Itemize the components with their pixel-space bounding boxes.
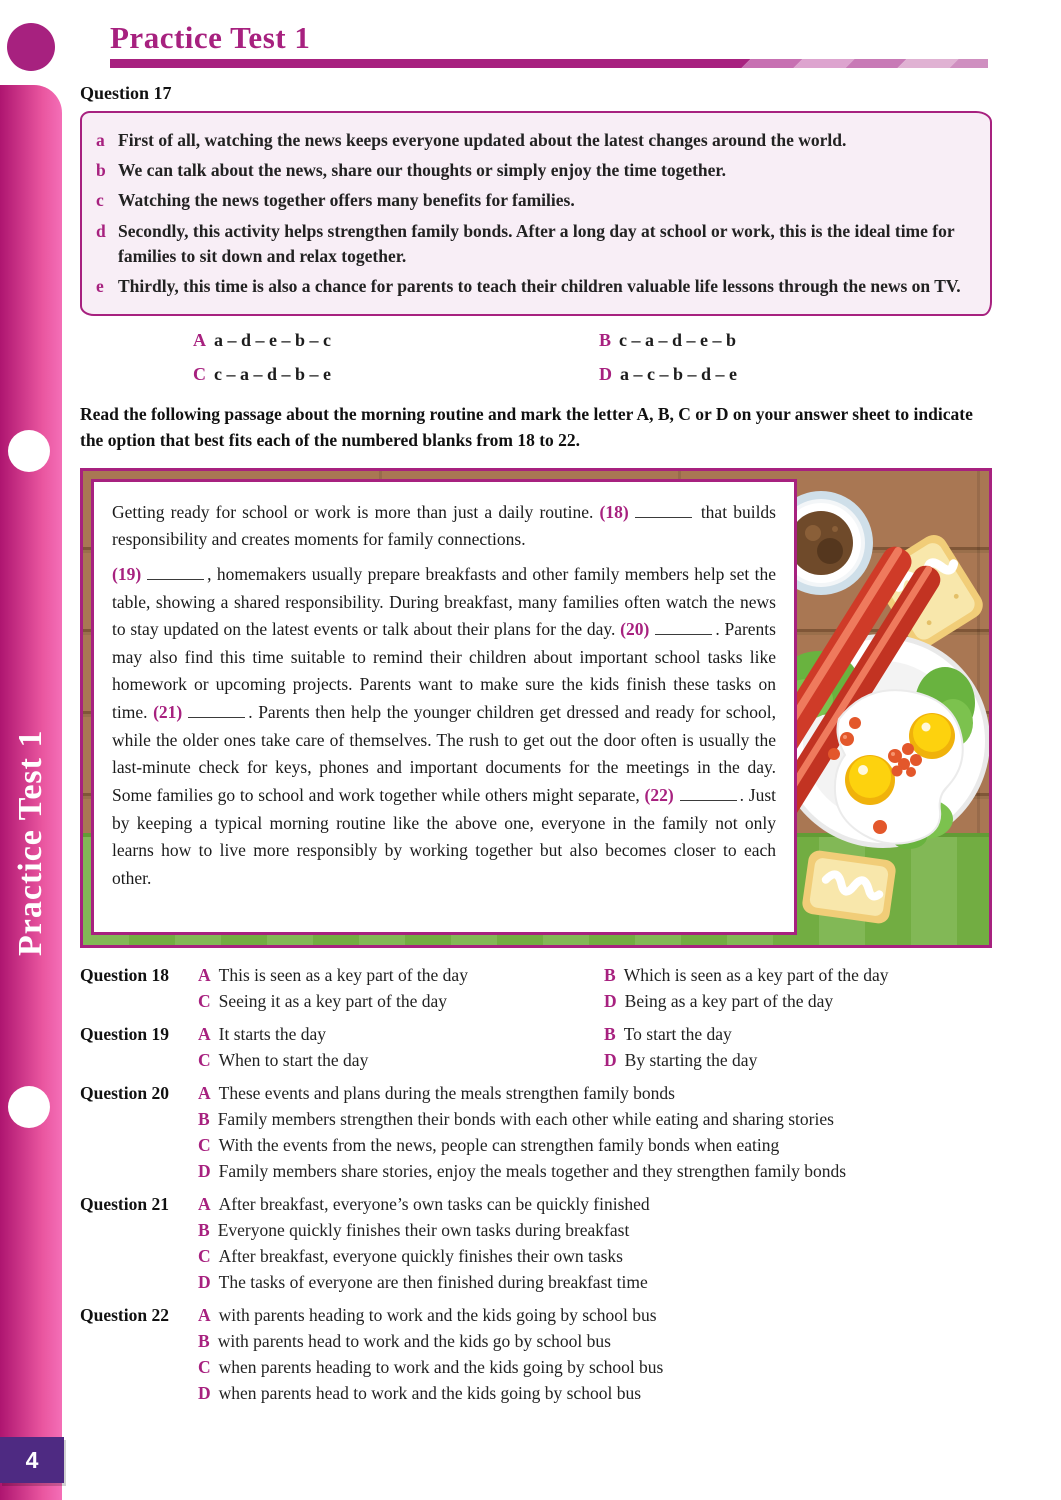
statement-row — [96, 158, 972, 183]
toast-icon — [801, 849, 897, 925]
option-letter: A — [198, 1082, 211, 1103]
passage-paragraph: Getting ready for school or work is more than just a daily routine. (18) that builds responsibility and creates moments for family connections. — [112, 501, 776, 550]
option-letter: C — [193, 364, 206, 385]
option-letter: B — [198, 1330, 210, 1351]
answer-option — [198, 1106, 992, 1132]
blank-line — [635, 504, 692, 518]
option-letter: A — [198, 1193, 211, 1214]
answer-option — [198, 1132, 992, 1158]
option-letter: B — [604, 1023, 616, 1044]
statement-letter: a — [96, 130, 105, 150]
option-text: After breakfast, everyone’s own tasks can be quickly finished — [218, 1193, 650, 1214]
main-content — [80, 0, 992, 1413]
breakfast-illustration — [777, 471, 989, 945]
statement-text: Secondly, this activity helps strengthen family bonds. After a long day at school or work, this is the ideal time for families to sit down and relax together. — [118, 220, 955, 266]
option-text: with parents head to work and the kids go by school bus — [217, 1330, 611, 1351]
option-letter: D — [198, 1382, 211, 1403]
option-text: By starting the day — [624, 1049, 758, 1070]
passage-text-panel — [91, 479, 797, 935]
hole-punch-circle-icon — [8, 1086, 50, 1128]
option-text: Being as a key part of the day — [624, 990, 834, 1011]
answer-option — [198, 1158, 992, 1184]
statement-letter: e — [96, 275, 104, 296]
answer-option — [198, 1380, 992, 1406]
answer-option — [193, 364, 599, 385]
question-block — [80, 1021, 992, 1073]
title-underline-bar — [110, 59, 988, 68]
option-letter: B — [198, 1219, 210, 1240]
sidebar — [0, 85, 62, 1500]
option-text: These events and plans during the meals strengthen family bonds — [218, 1082, 675, 1103]
questions-18-22 — [80, 962, 992, 1406]
option-text: Seeing it as a key part of the day — [218, 990, 448, 1011]
option-text: when parents head to work and the kids going by school bus — [218, 1382, 641, 1403]
option-text: Everyone quickly finishes their own tasks during breakfast — [217, 1219, 630, 1240]
blank-line — [680, 787, 737, 801]
question-options — [198, 962, 992, 1014]
answer-option — [599, 330, 992, 351]
statement-row — [96, 128, 972, 153]
statement-text: Watching the news together offers many benefits for families. — [118, 190, 575, 211]
question-label: Question 22 — [80, 1304, 169, 1325]
option-letter: C — [198, 990, 211, 1011]
option-letter: D — [599, 364, 612, 385]
question-block — [80, 1080, 992, 1184]
option-letter: C — [198, 1356, 211, 1377]
blank-line — [655, 621, 712, 635]
page-title: Practice Test 1 — [110, 20, 311, 55]
option-letter: A — [198, 1023, 211, 1044]
section-instruction: Read the following passage about the morning routine and mark the letter A, B, C or D on your answer sheet to indicate the option that best fits each of the numbered blanks from 18 to 22. — [80, 404, 973, 451]
question-label: Question 20 — [80, 1082, 169, 1103]
page-number-badge: 4 — [0, 1437, 64, 1483]
question-label: Question 18 — [80, 964, 169, 985]
question-block — [80, 1191, 992, 1295]
option-text: When to start the day — [218, 1049, 369, 1070]
option-letter: C — [198, 1245, 211, 1266]
question17-statements — [96, 128, 972, 299]
question-options — [198, 1302, 992, 1406]
option-letter: A — [193, 330, 206, 351]
option-text: with parents heading to work and the kids going by school bus — [218, 1304, 657, 1325]
question-label: Question 19 — [80, 1023, 169, 1044]
option-letter: C — [198, 1049, 211, 1070]
option-text: Family members share stories, enjoy the meals together and they strengthen family bonds — [218, 1160, 847, 1181]
answer-option — [198, 1021, 604, 1047]
option-text: c – a – d – b – e — [214, 364, 331, 385]
statement-letter: b — [96, 160, 106, 181]
answer-option — [198, 1302, 992, 1328]
statement-text: First of all, watching the news keeps everyone updated about the latest changes around the world. — [118, 130, 847, 150]
answer-option — [198, 988, 604, 1014]
answer-option — [198, 1217, 992, 1243]
option-text: The tasks of everyone are then finished during breakfast time — [218, 1271, 648, 1292]
answer-option — [604, 1047, 992, 1073]
option-letter: C — [198, 1134, 211, 1155]
option-letter: B — [198, 1108, 210, 1129]
option-letter: B — [604, 964, 616, 985]
answer-option — [604, 962, 992, 988]
answer-option — [604, 1021, 992, 1047]
blank-line — [147, 566, 204, 580]
statement-row — [96, 219, 972, 269]
statement-row — [96, 188, 972, 213]
option-text: Family members strengthen their bonds with each other while eating and sharing stories — [217, 1108, 834, 1129]
statement-text: We can talk about the news, share our thoughts or simply enjoy the time together. — [118, 160, 726, 181]
question-label: Question 21 — [80, 1193, 169, 1214]
option-text: After breakfast, everyone quickly finishes their own tasks — [218, 1245, 623, 1266]
option-text: Which is seen as a key part of the day — [623, 964, 889, 985]
statement-letter: d — [96, 220, 106, 241]
option-letter: A — [198, 1304, 211, 1325]
option-letter: D — [604, 990, 617, 1011]
answer-option — [198, 1243, 992, 1269]
passage-box — [80, 468, 992, 948]
option-text: With the events from the news, people can strengthen family bonds when eating — [218, 1134, 780, 1155]
option-letter: B — [599, 330, 612, 351]
option-text: a – c – b – d – e — [620, 364, 737, 385]
blank-number: (19) — [112, 563, 142, 584]
question-options — [198, 1080, 992, 1184]
passage-paragraph: (19) , homemakers usually prepare breakfasts and other family members help set the table, showing a shared responsibility. During breakfast, many families often watch the news to stay updated on the latest events or talk about their plans for the day. (20) . Parents may also find this time suitable to remind their children about important school tasks like homework or upcoming projects. Parents want to make sure the kids finish these tasks on time. (21) . Parents then help the younger children get dressed and ready for school, while the older ones take care of themselves. The rush to get out the door often is usually the last-minute check for keys, phones and important documents for the meetings in the day. Some families go to school and work together while others might separate, (22) . Just by keeping a typical morning routine like the above one, everyone in the family not only learns how to live more responsibly by working together but also becomes closer to each other. — [112, 563, 777, 888]
question-options — [198, 1021, 992, 1073]
statement-text: Thirdly, this time is also a chance for parents to teach their children valuable life lessons through the news on TV. — [118, 275, 961, 296]
answer-option — [599, 364, 992, 385]
blank-number: (20) — [620, 619, 650, 640]
question17-statements-box — [80, 111, 992, 316]
answer-option — [198, 1269, 992, 1295]
hole-punch-circle-icon — [8, 430, 50, 472]
question-block — [80, 962, 992, 1014]
option-letter: A — [198, 964, 211, 985]
option-text: c – a – d – e – b — [619, 330, 737, 351]
answer-option — [198, 962, 604, 988]
option-text: It starts the day — [218, 1023, 327, 1044]
question17-label: Question 17 — [80, 83, 172, 103]
blank-number: (18) — [599, 501, 629, 522]
blank-number: (22) — [644, 785, 674, 806]
statement-row — [96, 274, 972, 299]
option-letter: D — [198, 1271, 211, 1292]
option-letter: D — [198, 1160, 211, 1181]
blank-number: (21) — [153, 702, 183, 723]
answer-option — [198, 1354, 992, 1380]
option-text: To start the day — [623, 1023, 732, 1044]
sidebar-vertical-title: Practice Test 1 — [12, 729, 49, 957]
question-block — [80, 1302, 992, 1406]
answer-option — [193, 330, 599, 351]
blank-line — [188, 704, 245, 718]
answer-option — [198, 1191, 992, 1217]
answer-option — [198, 1080, 992, 1106]
option-text: a – d – e – b – c — [214, 330, 331, 351]
question17-options — [193, 330, 992, 385]
answer-option — [198, 1047, 604, 1073]
decorative-circle-icon — [7, 23, 55, 71]
question-options — [198, 1191, 992, 1295]
answer-option — [604, 988, 992, 1014]
option-text: when parents heading to work and the kids going by school bus — [218, 1356, 664, 1377]
statement-letter: c — [96, 190, 104, 211]
answer-option — [198, 1328, 992, 1354]
option-text: This is seen as a key part of the day — [218, 964, 468, 985]
option-letter: D — [604, 1049, 617, 1070]
